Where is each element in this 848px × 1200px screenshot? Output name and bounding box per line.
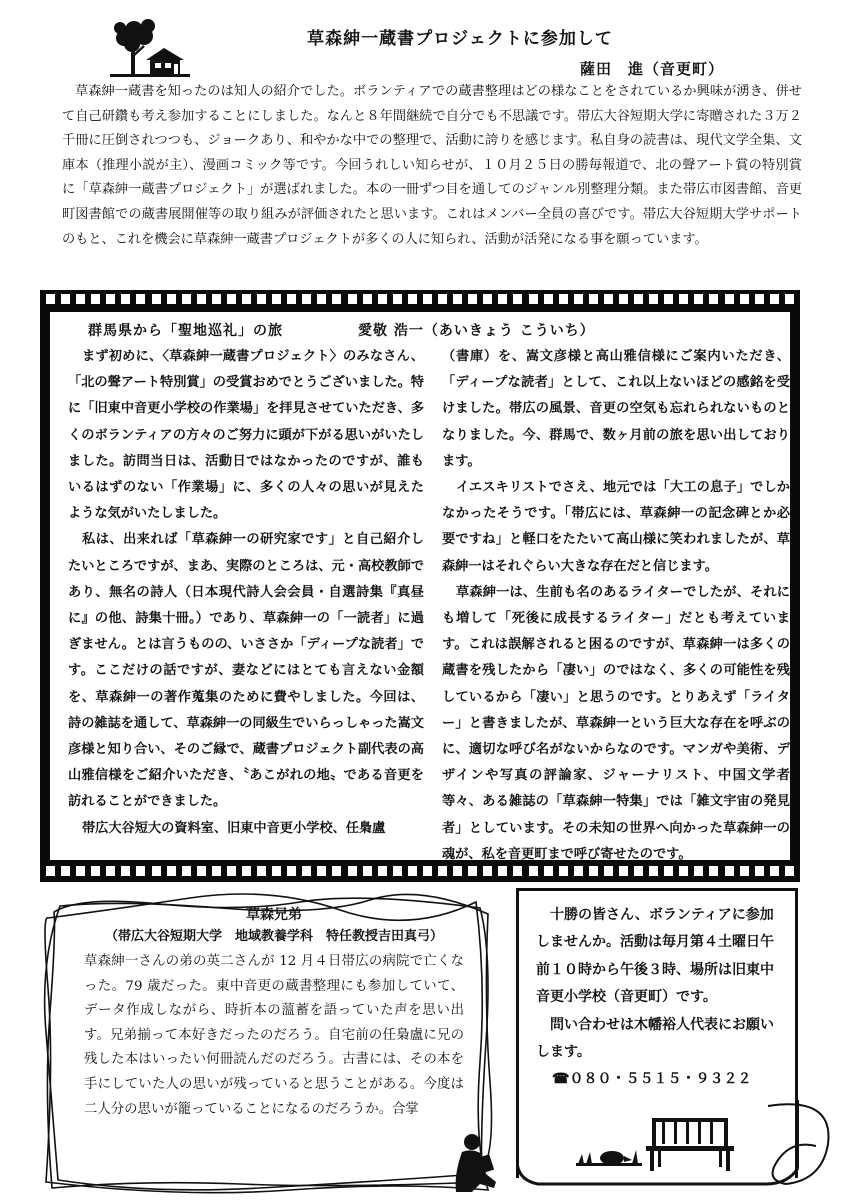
sprocket-hole [498,294,507,304]
notice-contact: 問い合わせは木幡裕人代表にお願いします。 [536,1016,774,1061]
sprocket-hole [408,294,417,304]
sprocket-hole [559,294,568,304]
sprocket-hole [378,294,387,304]
sprocket-hole [317,294,326,304]
sprocket-hole [46,294,55,304]
film-strip-frame [40,290,800,882]
brothers-byline: （帯広大谷短期大学 地域教養学科 特任教授吉田真弓） [104,929,443,944]
sprocket-hole [197,294,206,304]
article-paragraph: イエスキリストでさえ、地元では「大工の息子」でしかなかったそうです。「帯広には、草森紳一の記念碑とか必要ですね」と軽口をたたいて高山様に笑われましたが、草森紳一はそれぐらい大きな存在だと信じます。 [442,480,790,574]
sprocket-hole [61,294,70,304]
sprocket-hole [393,294,402,304]
sprocket-hole [348,294,357,304]
sprocket-hole [242,294,251,304]
article-paragraph: 帯広大谷短大の資料室、旧東中音更小学校、任梟盧 [82,820,386,836]
sprocket-hole [664,294,673,304]
volunteer-notice [536,902,782,1094]
sprocket-hole [408,866,417,876]
sprocket-hole [619,294,628,304]
film-article [50,312,790,860]
sprocket-hole [483,294,492,304]
sprocket-hole [589,294,598,304]
sprocket-hole [453,294,462,304]
bench-icon [644,1114,736,1174]
article-paragraph: 草森紳一は、生前も名のあるライターでしたが、それにも増して「死後に成長するライター」だとも考えています。これは誤解されると困るのですが、草森紳一は多くの蔵書を残したから「凄い」のではなく、多くの可能性を残しているから「凄い」と思うのです。とりあえず「ライター」と書きましたが、草森紳一という巨大な存在を呼ぶのに、適切な呼び名がないからなのです。マンガや美術、デザインや写真の評論家、ジャーナリスト、中国文学者等々、ある雑誌の「草森紳一特集」では「雑文宇宙の発見者」としています。その未知の世界へ向かった草森紳一の魂が、私を音更町まで呼び寄せたのです。 [442,584,790,862]
article-heading: 群馬県から「聖地巡礼」の旅 [88,323,283,339]
article-paragraph: 私は、出来れば「草森紳一の研究家です」と自己紹介したいところですが、まあ、実際のところは、元・高校教師であり、無名の詩人（日本現代詩人会会員・自選詩集『真昼に』の他、詩集十冊。）であり、草森紳一の「一読者」に過ぎません。とは言うものの、いささか「ディープな読者」です。ここだけの話ですが、妻などにはとても言えない金額を、草森紳一の著作蒐集のために費やしました。今回は、詩の雑誌を通して、草森紳一の同級生でいらっしゃった嵩文彦様と知り合い、そのご縁で、蔵書プロジェクト副代表の高山雅信様をご紹介いただき、〝あこがれの地〟である音更を訪れることができました。 [68,532,424,810]
house-tree-logo [108,16,192,80]
sprocket-hole [574,294,583,304]
sprocket-hole [378,866,387,876]
sprocket-hole [61,866,70,876]
sprocket-hole [423,294,432,304]
brothers-title: 草森兄弟 [246,907,302,923]
sprocket-hole [106,294,115,304]
sprocket-hole [152,866,161,876]
sprocket-hole [725,294,734,304]
sprocket-hole [770,294,779,304]
film-sprocket-holes-top [46,294,794,306]
sprocket-hole [755,294,764,304]
article-column-right [442,344,790,868]
sprocket-hole [76,866,85,876]
notice-text: 十勝の皆さん、ボランティアに参加しませんか。活動は毎月第４土曜日午前１０時から午後３時、場所は旧東中音更小学校（音更町）です。 [536,907,774,1006]
grass-animal-icon [576,1136,642,1166]
sprocket-hole [363,866,372,876]
sprocket-hole [76,294,85,304]
brothers-body: 草森紳一さんの弟の英二さんが 12 月４日帯広の病院で亡くなった。79 歳だった。東中音更の蔵書整理にも参加していて、データ作成しながら、時折本の薀蓄を語っていた声を思い出す。兄弟揃って本好きだったのだろう。自宅前の任梟盧に兄の残した本はいったい何冊読んだのだろう。古書には、その本を手にしていた人の思いが残っていると思うことがある。今度は二人分の思いが籠っていることになるのだろうか。合掌 [84,954,464,1117]
sprocket-hole [152,294,161,304]
sprocket-hole [740,294,749,304]
sprocket-hole [212,866,221,876]
sprocket-hole [257,294,266,304]
sprocket-hole [694,294,703,304]
sprocket-hole [212,294,221,304]
sprocket-hole [317,866,326,876]
sprocket-hole [634,294,643,304]
sprocket-hole [302,294,311,304]
sprocket-hole [468,294,477,304]
sprocket-hole [679,294,688,304]
sprocket-hole [438,294,447,304]
sprocket-hole [197,866,206,876]
sprocket-hole [227,294,236,304]
intro-paragraph: 草森紳一蔵書を知ったのは知人の紹介でした。ボランティアでの蔵書整理はどの様なことをされているか興味が湧き、併せて自己研鑽も考え参加することにしました。なんと８年間継続で自分でも不思議です。帯広大谷短期大学に寄贈された３万２千冊に圧倒されつつも、ジョークあり、和やかな中での整理で、活動に誇りを感じます。私自身の読書は、現代文学全集、文庫本（推理小説が主）、漫画コミック等です。今回うれしい知らせが、１０月２５日の勝毎報道で、北の聲アート賞の特別賞に「草森紳一蔵書プロジェクト」が選ばれました。本の一冊ずつ目を通してのジャンル別整理分類。また帯広市図書館、音更町図書館での蔵書展開催等の取り組みが評価されたと思います。これはメンバー全員の喜びです。帯広大谷短期大学サポートのもと、これを機会に草森紳一蔵書プロジェクトが多くの人に知られ、活動が活発になる事を願っています。 [62,84,802,247]
telephone-icon: ☎ [552,1071,570,1088]
sprocket-hole [529,294,538,304]
sprocket-hole [182,866,191,876]
author-name: 薩田 進（音更町） [580,60,725,78]
sprocket-hole [393,866,402,876]
article-paragraph: （書庫）を、嵩文彦様と高山雅信様にご案内いただき、「ディープな読者」として、これ以上ないほどの感銘を受けました。帯広の風景、音更の空気も忘れられないものとなりました。今、群馬で、数ヶ月前の旅を思い出しております。 [442,349,790,469]
sprocket-hole [363,294,372,304]
sprocket-hole [257,866,266,876]
sprocket-hole [121,866,130,876]
page-title: 草森紳一蔵書プロジェクトに参加して [307,29,613,49]
sprocket-hole [227,866,236,876]
sprocket-hole [167,866,176,876]
sprocket-hole [332,866,341,876]
brothers-article [84,904,464,1122]
sprocket-hole [709,294,718,304]
sprocket-hole [136,866,145,876]
sprocket-hole [302,866,311,876]
sprocket-hole [272,866,281,876]
phone-number: ０８０・５５１５・９３２２ [569,1071,752,1088]
article-column-left [68,344,424,842]
sprocket-hole [513,294,522,304]
phone-line [536,1066,782,1093]
reading-person-icon [450,1130,502,1194]
sprocket-hole [136,294,145,304]
sprocket-hole [46,866,55,876]
sprocket-hole [785,294,794,304]
sprocket-hole [91,294,100,304]
sprocket-hole [287,866,296,876]
sprocket-hole [106,866,115,876]
sprocket-hole [544,294,553,304]
sprocket-hole [604,294,613,304]
sprocket-hole [423,866,432,876]
sprocket-hole [121,294,130,304]
sprocket-hole [332,294,341,304]
sprocket-hole [649,294,658,304]
sprocket-hole [272,294,281,304]
sprocket-hole [167,294,176,304]
article-paragraph: まず初めに、〈草森紳一蔵書プロジェクト〉のみなさん、「北の聲アート特別賞」の受賞おめでとうございました。特に「旧東中音更小学校の作業場」を拝見させていただき、多くのボランティアの方々のご努力に頭が下がる思いがいたしました。訪問当日は、活動日ではなかったのですが、誰もいるはずのない「作業場」に、多くの人々の思いが見えたような気がいたしました。 [68,349,424,522]
sprocket-hole [242,866,251,876]
sprocket-hole [287,294,296,304]
sprocket-hole [348,866,357,876]
article-byline: 愛敬 浩一（あいきょう こういち） [358,323,595,339]
sprocket-hole [91,866,100,876]
sprocket-hole [182,294,191,304]
